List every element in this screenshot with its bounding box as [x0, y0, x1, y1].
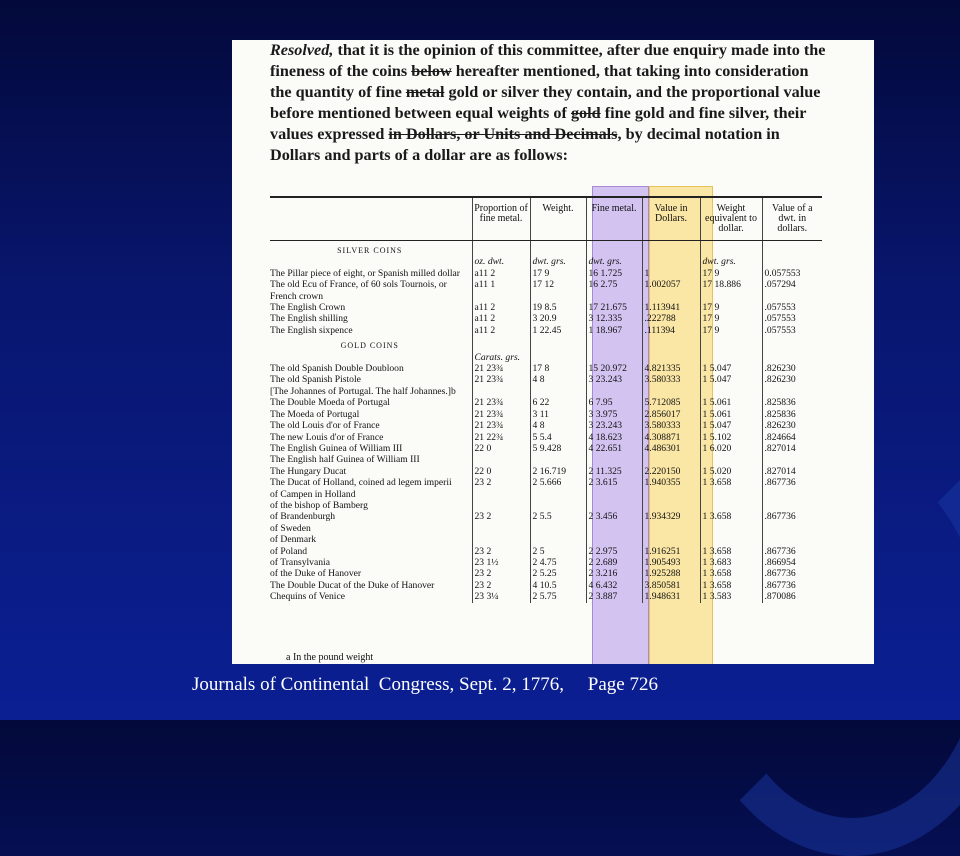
coin-name-cell: of Campen in Holland: [270, 488, 356, 500]
value-cell: 6 7.95: [586, 397, 642, 408]
coin-name-cell: of the Duke of Hanover: [270, 568, 362, 580]
value-cell: 3 12.335: [586, 313, 642, 324]
coin-name-cell: The old Louis d'or of France: [270, 420, 380, 432]
coin-name-cell: The English Guinea of William III: [270, 442, 403, 454]
value-cell: [762, 454, 822, 465]
coin-name-cell: The old Spanish Double Doubloon: [270, 363, 404, 375]
coin-name-cell: The Double Ducat of the Duke of Hanover: [270, 579, 435, 591]
table-row: [270, 591, 822, 602]
value-cell: 3 11: [530, 409, 586, 420]
value-cell: [642, 386, 700, 397]
value-cell: [700, 523, 762, 534]
value-cell: a11 2: [472, 268, 530, 279]
value-cell: 17 9: [700, 325, 762, 336]
table-row: [270, 386, 822, 397]
section-title: GOLD COINS: [340, 341, 399, 351]
value-cell: .222788: [642, 313, 700, 324]
value-cell: [642, 256, 700, 267]
value-cell: [472, 534, 530, 545]
value-cell: 2 3.456: [586, 511, 642, 522]
table-row: [270, 409, 822, 420]
value-cell: 0.057553: [762, 268, 822, 279]
value-cell: [762, 489, 822, 500]
value-cell: 4.486301: [642, 443, 700, 454]
value-cell: 16 1.725: [586, 268, 642, 279]
value-cell: 1.905493: [642, 557, 700, 568]
value-cell: [586, 454, 642, 465]
empty-cell: [586, 241, 642, 257]
table-row: [270, 397, 822, 408]
value-cell: 17 9: [700, 302, 762, 313]
value-cell: a11 1: [472, 279, 530, 302]
value-cell: [700, 386, 762, 397]
value-cell: .867736: [762, 511, 822, 522]
empty-cell: [700, 241, 762, 257]
value-cell: 17 18.886: [700, 279, 762, 302]
struck-text: gold: [570, 104, 601, 122]
value-cell: [642, 454, 700, 465]
value-cell: 2 5.666: [530, 477, 586, 488]
table-row: [270, 420, 822, 431]
value-cell: 3 23.243: [586, 420, 642, 431]
paragraph-text: Resolved,: [270, 41, 334, 59]
paragraph-text: , by decimal notation in Dollars and parts of a dollar are as follows:: [270, 125, 780, 164]
struck-text: below: [411, 62, 452, 80]
column-header: [270, 197, 472, 241]
coin-name-cell: The Double Moeda of Portugal: [270, 397, 390, 409]
table-row: [270, 466, 822, 477]
value-cell: 4.308871: [642, 432, 700, 443]
value-cell: 17 9: [700, 268, 762, 279]
value-cell: 23 2: [472, 546, 530, 557]
value-cell: 2 3.887: [586, 591, 642, 602]
source-caption: Journals of Continental Congress, Sept. 2, 1776, Page 726: [192, 674, 658, 695]
value-cell: 2 4.75: [530, 557, 586, 568]
coin-name-cell: of Poland: [270, 545, 308, 557]
value-cell: [700, 500, 762, 511]
table-row: [270, 489, 822, 500]
table-row: [270, 477, 822, 488]
coin-name-cell: [270, 352, 472, 363]
paragraph-text: that it is the opinion of this committee, after due enquiry made into the fineness of the coins: [270, 41, 826, 80]
column-header: Weight equivalent to dollar.: [700, 197, 762, 241]
value-cell: 21 23¾: [472, 397, 530, 408]
section-title: SILVER COINS: [337, 246, 403, 255]
value-cell: 1.113941: [642, 302, 700, 313]
value-cell: [586, 386, 642, 397]
value-cell: 4 18.623: [586, 432, 642, 443]
value-cell: 1 3.658: [700, 580, 762, 591]
value-cell: 22 0: [472, 466, 530, 477]
struck-text: metal: [405, 83, 445, 101]
table-row: [270, 313, 822, 324]
value-cell: 3.850581: [642, 580, 700, 591]
value-cell: 1 5.061: [700, 397, 762, 408]
value-cell: a11 2: [472, 313, 530, 324]
value-cell: [530, 386, 586, 397]
table-row: [270, 432, 822, 443]
table-row: [270, 546, 822, 557]
value-cell: 1.940355: [642, 477, 700, 488]
value-cell: [700, 454, 762, 465]
value-cell: 2 5.5: [530, 511, 586, 522]
value-cell: 2 2.689: [586, 557, 642, 568]
table-row: [270, 568, 822, 579]
journal-page-scan: [232, 40, 874, 664]
paragraph-text: fine gold and fine silver, their values expressed: [270, 104, 807, 143]
value-cell: a11 2: [472, 302, 530, 313]
value-cell: 1 5.020: [700, 466, 762, 477]
value-cell: 4 22.651: [586, 443, 642, 454]
value-cell: 1 5.102: [700, 432, 762, 443]
table-row: [270, 374, 822, 385]
value-cell: 4 10.5: [530, 580, 586, 591]
value-cell: 6 22: [530, 397, 586, 408]
value-cell: [700, 489, 762, 500]
table-row: [270, 523, 822, 534]
coin-name-cell: The old Spanish Pistole: [270, 374, 361, 386]
value-cell: 3 3.975: [586, 409, 642, 420]
value-cell: 1 5.061: [700, 409, 762, 420]
empty-cell: [762, 336, 822, 351]
value-cell: [762, 256, 822, 267]
value-cell: 22 0: [472, 443, 530, 454]
value-cell: [586, 523, 642, 534]
value-cell: .057553: [762, 325, 822, 336]
value-cell: [586, 352, 642, 363]
value-cell: [762, 534, 822, 545]
column-header: Proportion of fine metal.: [472, 197, 530, 241]
coin-name-cell: The English sixpence: [270, 324, 353, 336]
value-cell: oz. dwt.: [472, 256, 530, 267]
value-cell: 1.948631: [642, 591, 700, 602]
coin-name-cell: of the bishop of Bamberg: [270, 499, 368, 511]
table-header-row: [270, 197, 822, 241]
value-cell: 2 5.25: [530, 568, 586, 579]
value-cell: dwt. grs.: [530, 256, 586, 267]
empty-cell: [530, 241, 586, 257]
value-cell: 4.821335: [642, 363, 700, 374]
value-cell: 4 8: [530, 420, 586, 431]
value-cell: .824664: [762, 432, 822, 443]
value-cell: 3.580333: [642, 374, 700, 385]
section-row: [270, 336, 822, 351]
value-cell: [642, 352, 700, 363]
table-row: [270, 511, 822, 522]
value-cell: dwt. grs.: [700, 256, 762, 267]
value-cell: Carats. grs.: [472, 352, 530, 363]
value-cell: dwt. grs.: [586, 256, 642, 267]
footnote: a In the pound weight: [286, 652, 374, 663]
paragraph-text: gold or silver they contain, and the proportional value before mentioned between equal weights of: [270, 83, 821, 122]
table-row: [270, 268, 822, 279]
value-cell: .867736: [762, 568, 822, 579]
value-cell: 1: [642, 268, 700, 279]
value-cell: .825836: [762, 409, 822, 420]
value-cell: .825836: [762, 397, 822, 408]
value-cell: [472, 454, 530, 465]
value-cell: .867736: [762, 546, 822, 557]
unit-row: [270, 256, 822, 267]
value-cell: 1 3.658: [700, 477, 762, 488]
value-cell: 1.925288: [642, 568, 700, 579]
value-cell: 2 16.719: [530, 466, 586, 477]
empty-cell: [530, 336, 586, 351]
value-cell: [642, 523, 700, 534]
empty-cell: [586, 336, 642, 351]
value-cell: [762, 352, 822, 363]
table-row: [270, 534, 822, 545]
value-cell: .827014: [762, 466, 822, 477]
value-cell: [762, 500, 822, 511]
empty-cell: [700, 336, 762, 351]
coin-name-cell: The new Louis d'or of France: [270, 431, 384, 443]
value-cell: [586, 500, 642, 511]
table-row: [270, 279, 822, 302]
coin-name-cell: The Hungary Ducat: [270, 465, 347, 477]
value-cell: 1 5.047: [700, 420, 762, 431]
value-cell: 5 9.428: [530, 443, 586, 454]
column-header: Weight.: [530, 197, 586, 241]
value-cell: 21 23¾: [472, 363, 530, 374]
unit-row: [270, 352, 822, 363]
table-row: [270, 580, 822, 591]
value-cell: [762, 386, 822, 397]
value-cell: 23 3¼: [472, 591, 530, 602]
table-row: [270, 363, 822, 374]
value-cell: 16 2.75: [586, 279, 642, 302]
value-cell: 1.916251: [642, 546, 700, 557]
value-cell: [700, 352, 762, 363]
value-cell: 1 3.658: [700, 546, 762, 557]
value-cell: 1 18.967: [586, 325, 642, 336]
value-cell: 17 8: [530, 363, 586, 374]
value-cell: a11 2: [472, 325, 530, 336]
value-cell: [530, 352, 586, 363]
coin-name-cell: of Sweden: [270, 522, 311, 534]
value-cell: 17 21.675: [586, 302, 642, 313]
value-cell: [530, 454, 586, 465]
value-cell: 2 5: [530, 546, 586, 557]
value-cell: .826230: [762, 374, 822, 385]
value-cell: 21 23¾: [472, 374, 530, 385]
empty-cell: [472, 336, 530, 351]
value-cell: .867736: [762, 580, 822, 591]
value-cell: 5.712085: [642, 397, 700, 408]
coin-name-cell: The English half Guinea of William III: [270, 454, 420, 466]
value-cell: 5 5.4: [530, 432, 586, 443]
value-cell: [700, 534, 762, 545]
value-cell: 19 8.5: [530, 302, 586, 313]
paragraph-text: hereafter mentioned, that taking into consideration the quantity of fine: [270, 62, 809, 101]
value-cell: .057294: [762, 279, 822, 302]
struck-text: in Dollars, or Units and Decimals: [388, 125, 618, 143]
value-cell: 1 22.45: [530, 325, 586, 336]
value-cell: [472, 500, 530, 511]
value-cell: 23 2: [472, 580, 530, 591]
value-cell: .867736: [762, 477, 822, 488]
coin-name-cell: [270, 256, 472, 267]
value-cell: [642, 500, 700, 511]
value-cell: [530, 534, 586, 545]
value-cell: .870086: [762, 591, 822, 602]
value-cell: 21 22¾: [472, 432, 530, 443]
empty-cell: [642, 241, 700, 257]
coin-values-table: [270, 196, 822, 603]
value-cell: 2 5.75: [530, 591, 586, 602]
table-row: [270, 443, 822, 454]
value-cell: 17 9: [530, 268, 586, 279]
value-cell: 23 2: [472, 477, 530, 488]
coin-name-cell: of Brandenburgh: [270, 511, 336, 523]
value-cell: [530, 500, 586, 511]
coin-name-cell: Chequins of Venice: [270, 591, 345, 603]
table-row: [270, 454, 822, 465]
value-cell: 1 3.583: [700, 591, 762, 602]
value-cell: .057553: [762, 313, 822, 324]
coin-name-cell: The Ducat of Holland, coined ad legem imperii: [270, 477, 452, 489]
value-cell: 2 3.216: [586, 568, 642, 579]
coin-name-cell: The English Crown: [270, 302, 346, 314]
value-cell: 4 8: [530, 374, 586, 385]
value-cell: 1 5.047: [700, 363, 762, 374]
value-cell: [642, 534, 700, 545]
value-cell: 17 9: [700, 313, 762, 324]
value-cell: 1 3.658: [700, 568, 762, 579]
resolution-paragraph: [270, 40, 830, 166]
value-cell: 3.580333: [642, 420, 700, 431]
value-cell: 1 3.683: [700, 557, 762, 568]
value-cell: 21 23¾: [472, 420, 530, 431]
value-cell: [586, 489, 642, 500]
value-cell: [472, 523, 530, 534]
value-cell: 2 2.975: [586, 546, 642, 557]
value-cell: 21 23¾: [472, 409, 530, 420]
value-cell: .111394: [642, 325, 700, 336]
value-cell: 2.220150: [642, 466, 700, 477]
coin-name-cell: of Denmark: [270, 534, 317, 546]
value-cell: 23 2: [472, 511, 530, 522]
table-row: [270, 325, 822, 336]
column-header: Fine metal.: [586, 197, 642, 241]
value-cell: [530, 523, 586, 534]
coin-name-cell: The Pillar piece of eight, or Spanish milled dollar: [270, 267, 460, 279]
table-row: [270, 500, 822, 511]
coin-name-cell: [The Johannes of Portugal. The half Johannes.]b: [270, 385, 456, 397]
value-cell: [530, 489, 586, 500]
value-cell: 3 23.243: [586, 374, 642, 385]
value-cell: 2 11.325: [586, 466, 642, 477]
column-header: Value in Dollars.: [642, 197, 700, 241]
value-cell: [586, 534, 642, 545]
value-cell: 23 2: [472, 568, 530, 579]
coin-name-cell: The English shilling: [270, 313, 348, 325]
value-cell: 4 6.432: [586, 580, 642, 591]
empty-cell: [762, 241, 822, 257]
value-cell: 23 1½: [472, 557, 530, 568]
value-cell: 2 3.615: [586, 477, 642, 488]
value-cell: [472, 489, 530, 500]
value-cell: 17 12: [530, 279, 586, 302]
value-cell: 1.002057: [642, 279, 700, 302]
value-cell: [472, 386, 530, 397]
section-row: [270, 241, 822, 257]
value-cell: 15 20.972: [586, 363, 642, 374]
value-cell: 1.934329: [642, 511, 700, 522]
value-cell: 1 3.658: [700, 511, 762, 522]
value-cell: [762, 523, 822, 534]
empty-cell: [472, 241, 530, 257]
coin-name-cell: of Transylvania: [270, 556, 330, 568]
value-cell: .057553: [762, 302, 822, 313]
value-cell: .866954: [762, 557, 822, 568]
empty-cell: [642, 336, 700, 351]
value-cell: 1 6.020: [700, 443, 762, 454]
column-header: Value of a dwt. in dollars.: [762, 197, 822, 241]
value-cell: 2.856017: [642, 409, 700, 420]
table-row: [270, 557, 822, 568]
value-cell: 1 5.047: [700, 374, 762, 385]
value-cell: .826230: [762, 420, 822, 431]
value-cell: 3 20.9: [530, 313, 586, 324]
value-cell: [642, 489, 700, 500]
value-cell: .827014: [762, 443, 822, 454]
coin-name-cell: The old Ecu of France, of 60 sols Tournois, or French crown: [270, 279, 447, 302]
coin-name-cell: The Moeda of Portugal: [270, 408, 360, 420]
value-cell: .826230: [762, 363, 822, 374]
table-row: [270, 302, 822, 313]
